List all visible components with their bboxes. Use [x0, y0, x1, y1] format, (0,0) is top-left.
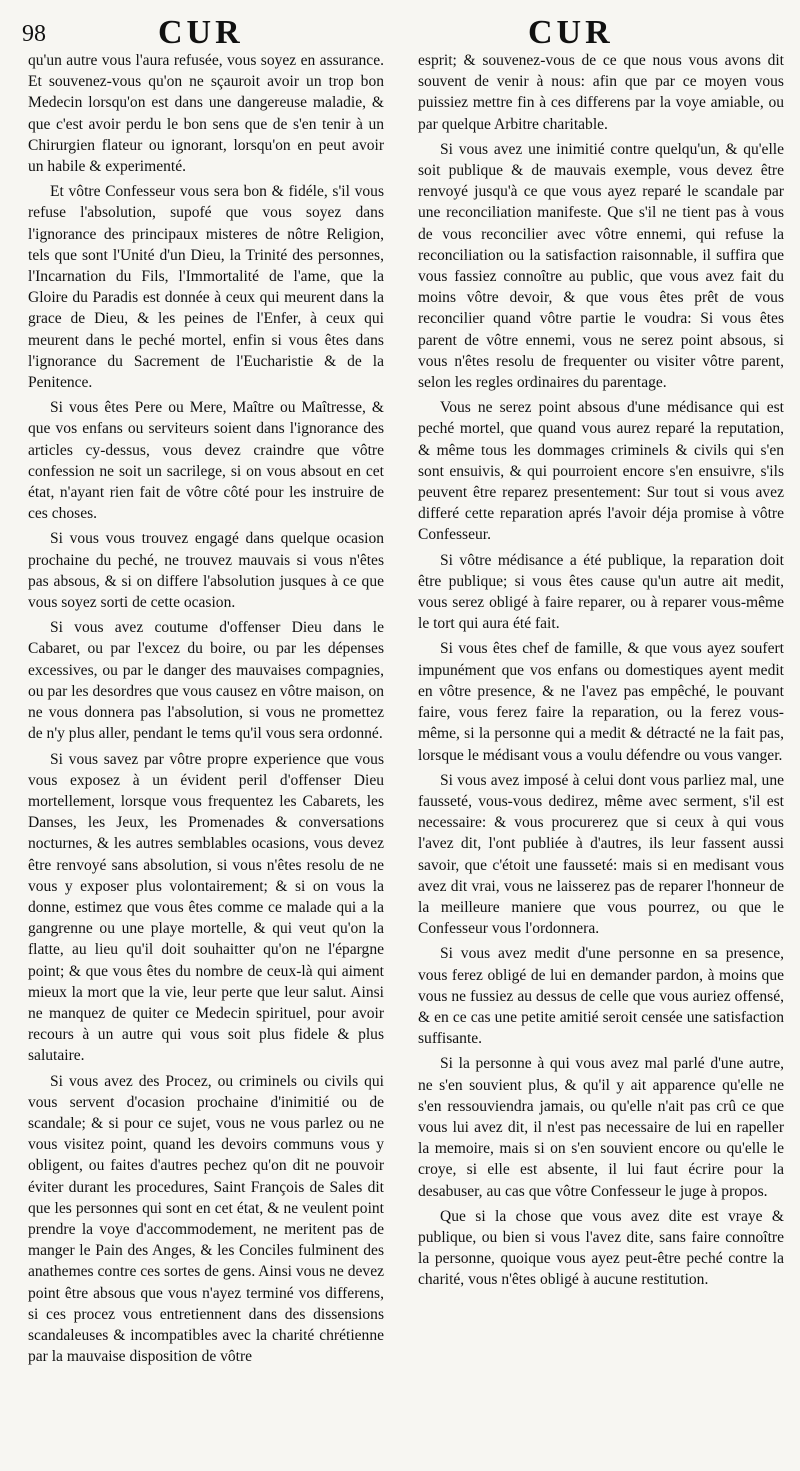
paragraph: Si vous avez coutume d'offenser Dieu dans le Cabaret, ou par l'excez du boire, ou par les dépenses excessives, ou par le danger des mauvaises compagnies, ou par les desordres que vous causez en vôtre maison, on ne vous donnera pas l'absolution, si vous ne promettez de n'y plus aller, pendant le tems qu'il vous sera ordonné.	[28, 619, 384, 743]
paragraph: Et vôtre Confesseur vous sera bon & fidéle, s'il vous refuse l'absolution, supofé que vous soyez dans l'ignorance des principaux misteres de nôtre Religion, tels que sont l'Unité d'un Dieu, la Trinité des personnes, l'Incarnation du Fils, l'Immortalité de l'ame, que la Gloire du Paradis est donnée à ceux qui meurent dans la grace de Dieu, & les peines de l'Enfer, à ceux qui meurent dans le peché mortel, enfin si vous êtes dans l'ignorance du Sacrement de l'Eucharistie & de la Penitence.	[28, 183, 384, 392]
paragraph: Si vôtre médisance a été publique, la reparation doit être publique; si vous êtes cause qu'un autre ait medit, vous serez obligé à faire reparer, ou à reparer vous-même le tort qui aura été fait.	[418, 551, 784, 633]
paragraph: Si vous vous trouvez engagé dans quelque ocasion prochaine du peché, ne trouvez mauvais si vous n'êtes pas absous, & si on differe l'absolution jusques à ce que vous soyez sorti de cette ocasion.	[28, 530, 384, 612]
paragraph: Si vous êtes chef de famille, & que vous ayez soufert impunément que vos enfans ou domestiques ayent medit en vôtre presence, & ne l'avez pas empêché, le pouvant faire, vous ferez faire la reparation, ou la ferez vous-même, si la personne qui a medit & détracté ne la fait pas, lorsque le médisant vous a voulu défendre ou vous vanger.	[418, 640, 784, 764]
paragraph: Que si la chose que vous avez dite est vraye & publique, ou bien si vous l'avez dite, sans faire connoître la personne, quoique vous ayez peut-être peché contre la charité, vous n'êtes obligé à aucune restitution.	[418, 1207, 784, 1289]
paragraph: esprit; & souvenez-vous de ce que nous vous avons dit souvent de venir à nous: afin que par ce moyen vous puissiez mettre fin à ces differens par la voye amiable, ou par quelque Arbitre charitable.	[418, 52, 784, 133]
paragraph: Si vous avez des Procez, ou criminels ou civils qui vous servent d'ocasion prochaine d'inimitié ou de scandale; & si pour ce sujet, vous ne vous parlez ou ne vous visitez point, quand les devoirs communs vous y obligent, ou faites d'autres pechez qu'on dit ne pouvoir éviter durant les procedures, Saint François de Sales dit que les personnes qui sont en cet état, & ne veulent point prendre la voye d'accommodement, ne meritent pas de manger le Pain des Anges, & les Conciles fulminent des anathemes contre ces sortes de gens. Ainsi vous ne devez point être absous que vous n'ayez terminé vos differens, si ces procez vous entretiennent dans des dissensions scandaleuses & incompatibles avec la charité chrétienne par la mauvaise disposition de vôtre	[28, 1072, 384, 1366]
paragraph: Si la personne à qui vous avez mal parlé d'une autre, ne s'en souvient plus, & qu'il y ait apparence qu'elle ne s'en ressouviendra jamais, ou qu'elle n'ait pas crû ce que vous lui avez dit, il n'est pas necessaire de lui en rapeller la memoire, mais si on s'en souvient encore ou qu'elle le croye, si elle est absente, il lui faut écrire pour la desabuser, au cas que vôtre Confesseur le juge à propos.	[418, 1055, 784, 1200]
right-column	[418, 50, 784, 1295]
page-number: 98	[22, 21, 46, 47]
running-head-right: CUR	[528, 14, 614, 51]
paragraph: qu'un autre vous l'aura refusée, vous soyez en assurance. Et souvenez-vous qu'on ne sçauroit avoir un trop bon Medecin lorsqu'on est dans une dangereuse maladie, & que c'est avoir perdu le bon sens que de s'en tenir à un Chirurgien flateur ou ignorant, lorsqu'on en peut avoir un habile & experimenté.	[28, 52, 384, 176]
paragraph: Vous ne serez point absous d'une médisance qui est peché mortel, que quand vous aurez reparé la reputation, & même tous les dommages criminels & civils qui s'en sont ensuivis, & qui pourroient encore s'en ensuivre, s'ils peuvent être reparez presentement: Sur tout si vous avez differé cette reparation aprés l'avoir déja promise à vôtre Confesseur.	[418, 399, 784, 544]
paragraph: Si vous avez une inimitié contre quelqu'un, & qu'elle soit publique & de mauvais exemple, vous devez être renvoyé jusqu'à ce que vous ayez reparé le scandale par une reconciliation manifeste. Que s'il ne tient pas à vous de vous reconcilier avec vôtre ennemi, qui refuse la reconciliation ou la satisfaction raisonnable, il suffira que vous fassiez connoître au public, que vous avez fait du moins vôtre devoir, & que vous êtes prêt de vous reconcilier quand vôtre partie le voudra: Si vous êtes parent de vôtre ennemi, vous ne serez point absous, si vous n'êtes resolu de frequenter ou visiter vôtre parent, selon les regles ordinaires du parentage.	[418, 140, 784, 392]
paragraph: Si vous avez medit d'une personne en sa presence, vous ferez obligé de lui en demander pardon, à moins que vous ne fussiez au dessus de celle que vous auriez offensé, & en ce cas une petite amitié seroit censée une satisfaction suffisante.	[418, 945, 784, 1048]
running-head-left: CUR	[158, 14, 244, 51]
paragraph: Si vous savez par vôtre propre experience que vous vous exposez à un évident peril d'offenser Dieu mortellement, lorsque vous frequentez les Cabarets, les Danses, les Jeux, les Promenades & conversations nocturnes, & les autres semblables ocasions, vous devez être renvoyé sans absolution, si vous n'êtes resolu de ne vous y exposer plus volontairement; & si on vous la donne, estimez que vous êtes comme ce malade qui a la gangrenne ou une playe mortelle, & qui veut qu'on la flatte, au lieu qu'il doit souhaitter qu'on ne l'épargne point; & que vous êtes du nombre de ceux-là qui aiment mieux la mort que la vie, leur perte que leur salut. Ainsi ne manquez de quiter ce Medecin spirituel, pour avoir recours à un autre qui vous soit plus fidele & plus salutaire.	[28, 750, 384, 1065]
paragraph: Si vous êtes Pere ou Mere, Maître ou Maîtresse, & que vos enfans ou serviteurs soient dans l'ignorance des articles cy-dessus, vous devez craindre que vôtre confession ne soit un sacrilege, si on vous absout en cet état, n'ayant rien fait de vôtre côté pour les instruire de ces choses.	[28, 399, 384, 523]
paragraph: Si vous avez imposé à celui dont vous parliez mal, une fausseté, vous-vous dedirez, même avec serment, s'il est necessaire: & vous procurerez que si ceux à qui vous l'avez dit, l'ont publiée à d'autres, ils leur fassent aussi savoir, que c'étoit une fausseté: mais si en medisant vous avez dit vrai, vous ne laisserez pas de reparer l'honneur de la meilleure maniere que vous pourrez, ou que le Confesseur vous l'ordonnera.	[418, 771, 784, 938]
left-column	[28, 50, 384, 1371]
